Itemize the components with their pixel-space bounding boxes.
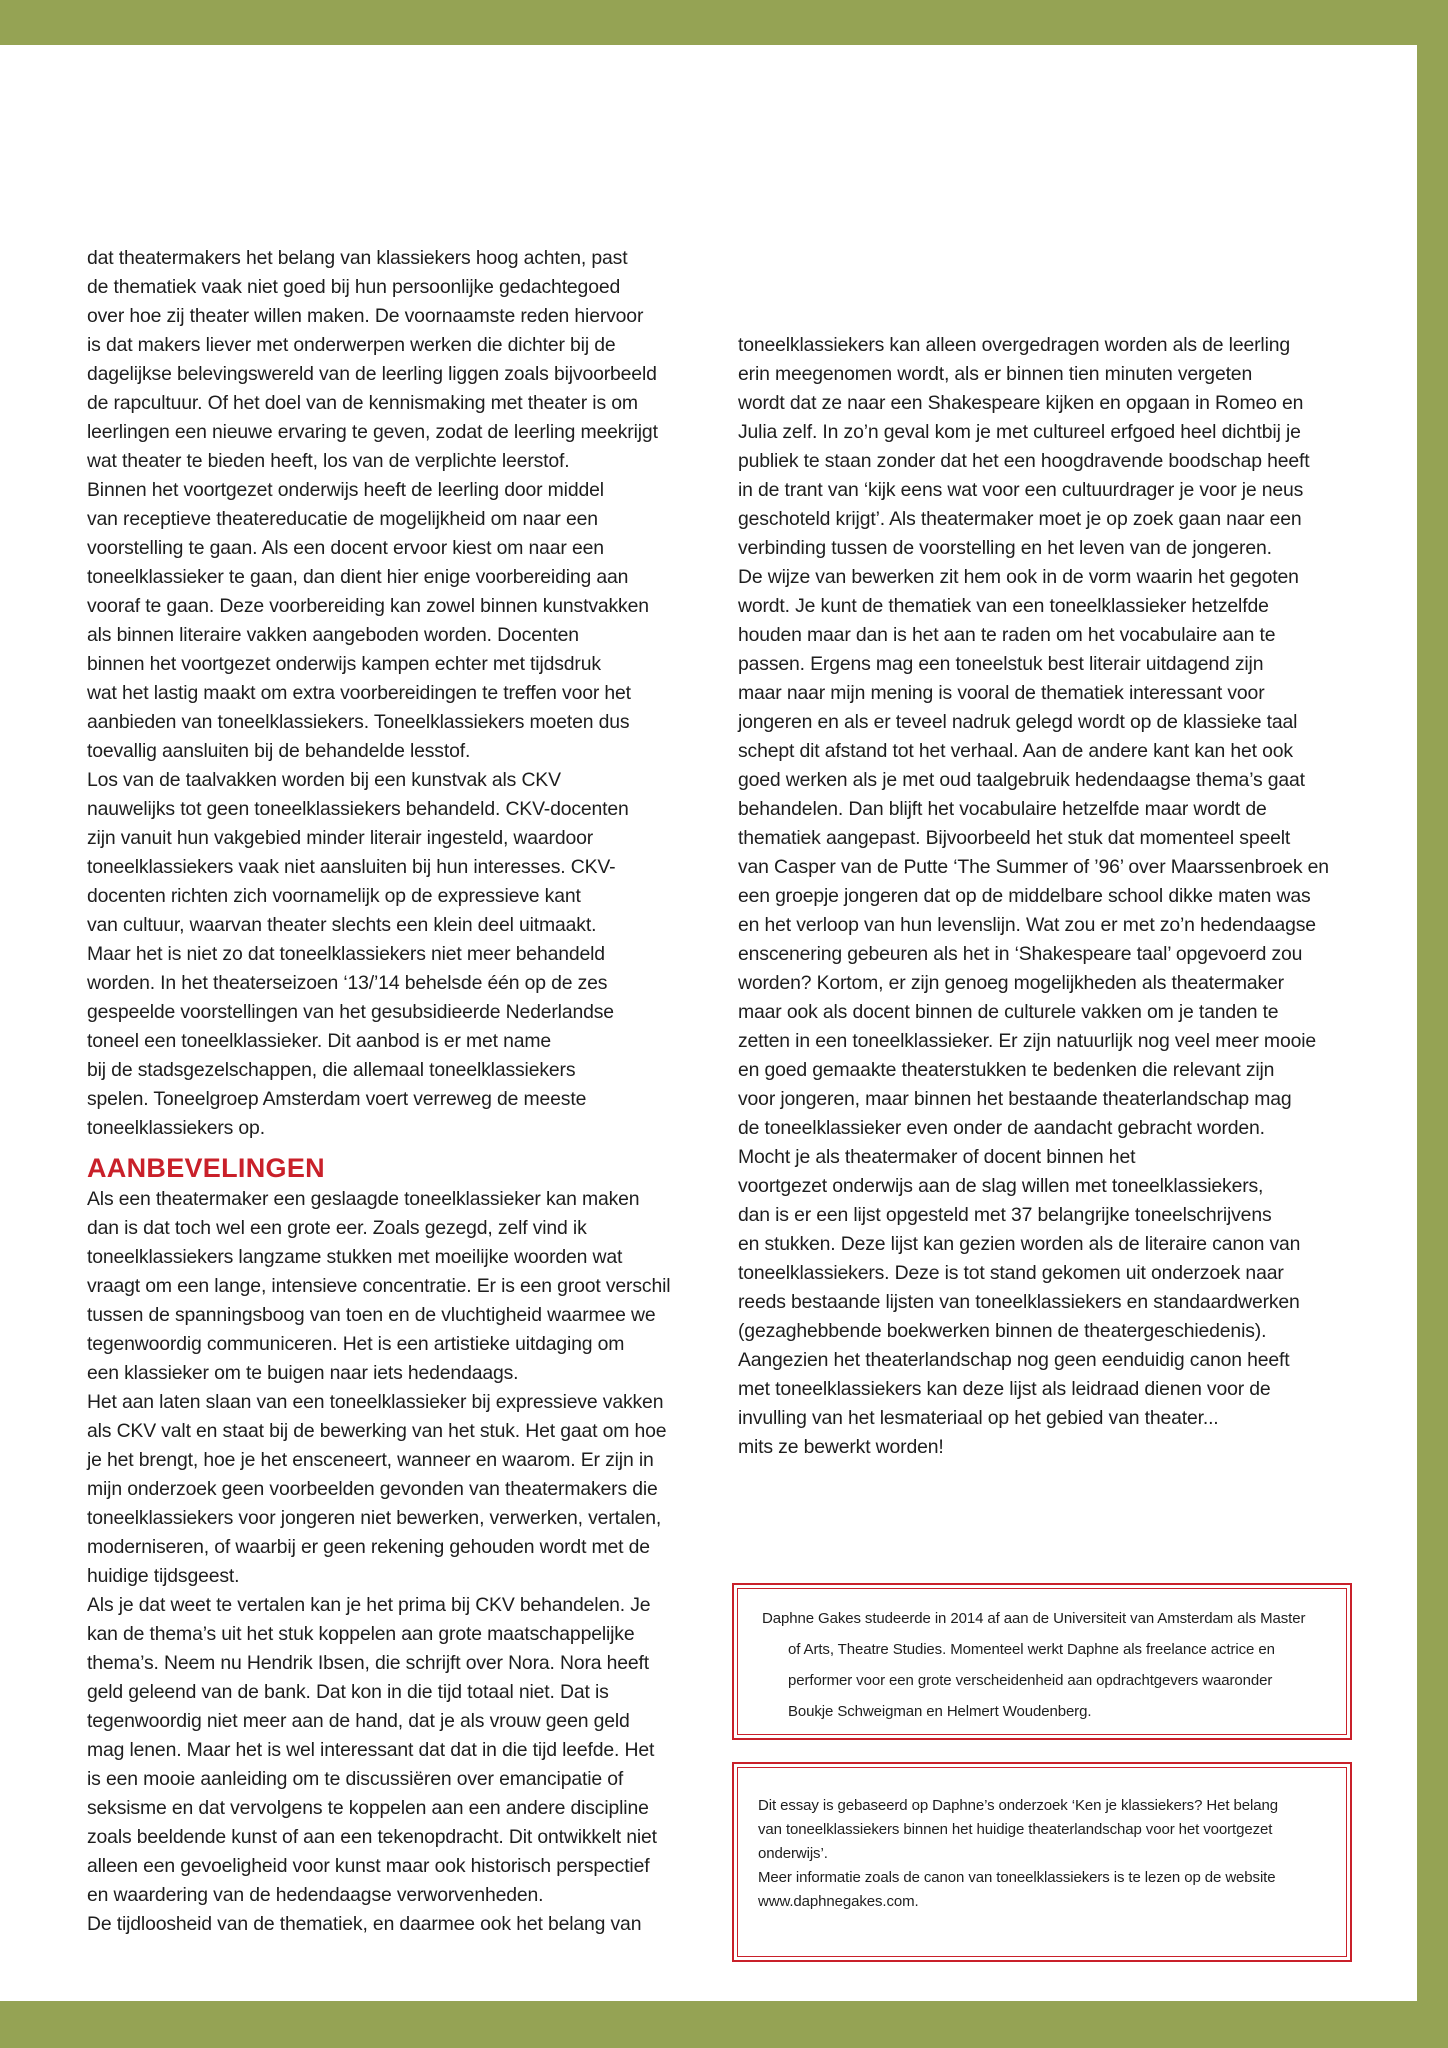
author-bio-box [732, 1583, 1352, 1740]
body-text-line: seksisme en dat vervolgens te koppelen aan een andere discipline [87, 1797, 649, 1819]
body-text-line: Als een theatermaker een geslaagde toneelklassieker kan maken [87, 1188, 640, 1210]
body-text-line: wat het lastig maakt om extra voorbereidingen te treffen voor het [87, 682, 631, 704]
body-text-line: een klassieker om te buigen naar iets hedendaags. [87, 1362, 519, 1384]
body-text-line: is dat makers liever met onderwerpen werken die dichter bij de [87, 334, 616, 356]
body-text-line: Mocht je als theatermaker of docent binnen het [738, 1146, 1136, 1168]
body-text-line: van receptieve theatereducatie de mogelijkheid om naar een [87, 508, 598, 530]
body-text-line: houden maar dan is het aan te raden om het vocabulaire aan te [738, 624, 1276, 646]
body-text-line: tegenwoordig communiceren. Het is een artistieke uitdaging om [87, 1333, 625, 1355]
body-text-line: bij de stadsgezelschappen, die allemaal toneelklassiekers [87, 1059, 576, 1081]
source-text-line: www.daphnegakes.com. [758, 1893, 919, 1910]
body-text-line: behandelen. Dan blijft het vocabulaire hetzelfde maar wordt de [738, 798, 1267, 820]
body-text-line: verbinding tussen de voorstelling en het leven van de jongeren. [738, 537, 1272, 559]
body-text-line: de thematiek vaak niet goed bij hun persoonlijke gedachtegoed [87, 276, 621, 298]
body-text-line: voortgezet onderwijs aan de slag willen met toneelklassiekers, [738, 1175, 1264, 1197]
body-text-line: schept dit afstand tot het verhaal. Aan de andere kant kan het ook [738, 740, 1293, 762]
body-text-line: dagelijkse belevingswereld van de leerling liggen zoals bijvoorbeeld [87, 363, 657, 385]
body-text-line: De tijdloosheid van de thematiek, en daarmee ook het belang van [87, 1913, 642, 1935]
body-text-line: kan de thema’s uit het stuk koppelen aan grote maatschappelijke [87, 1623, 635, 1645]
body-text-line: De wijze van bewerken zit hem ook in de vorm waarin het gegoten [738, 566, 1299, 588]
body-text-line: van cultuur, waarvan theater slechts een klein deel uitmaakt. [87, 914, 597, 936]
body-text-line: voorstelling te gaan. Als een docent ervoor kiest om naar een [87, 537, 604, 559]
body-text-line: maar ook als docent binnen de culturele vakken om je tanden te [738, 1001, 1279, 1023]
body-text-line: zetten in een toneelklassieker. Er zijn natuurlijk nog veel meer mooie [738, 1030, 1316, 1052]
body-text-line: leerlingen een nieuwe ervaring te geven, zodat de leerling meekrijgt [87, 421, 658, 443]
source-text-line: onderwijs’. [758, 1845, 828, 1862]
bio-text-line: of Arts, Theatre Studies. Momenteel werkt Daphne als freelance actrice en [788, 1641, 1275, 1658]
body-text-line: toneelklassiekers kan alleen overgedragen worden als de leerling [738, 334, 1290, 356]
source-text-line: Dit essay is gebaseerd op Daphne’s onderzoek ‘Ken je klassiekers? Het belang [758, 1797, 1278, 1814]
body-text-line: in de trant van ‘kijk eens wat voor een cultuurdrager je voor je neus [738, 479, 1304, 501]
body-text-line: en stukken. Deze lijst kan gezien worden als de literaire canon van [738, 1233, 1301, 1255]
author-bio-box-inner [737, 1588, 1347, 1735]
bio-text-line: performer voor een grote verscheidenheid aan opdrachtgevers waaronder [788, 1672, 1273, 1689]
source-text-line: Meer informatie zoals de canon van toneelklassiekers is te lezen op de website [758, 1869, 1276, 1886]
body-text-line: Als je dat weet te vertalen kan je het prima bij CKV behandelen. Je [87, 1594, 651, 1616]
body-text-line: thematiek aangepast. Bijvoorbeeld het stuk dat momenteel speelt [738, 827, 1291, 849]
source-text-line: van toneelklassiekers binnen het huidige theaterlandschap voor het voortgezet [758, 1821, 1273, 1838]
body-text-line: over hoe zij theater willen maken. De voornaamste reden hiervoor [87, 305, 644, 327]
body-text-line: vraagt om een lange, intensieve concentratie. Er is een groot verschil [87, 1275, 671, 1297]
body-text-line: Het aan laten slaan van een toneelklassieker bij expressieve vakken [87, 1391, 664, 1413]
body-text-line: publiek te staan zonder dat het een hoogdravende boodschap heeft [738, 450, 1310, 472]
body-text-line: invulling van het lesmateriaal op het gebied van theater... [738, 1407, 1219, 1429]
body-text-line: docenten richten zich voornamelijk op de expressieve kant [87, 885, 581, 907]
body-text-line: wordt. Je kunt de thematiek van een toneelklassieker hetzelfde [738, 595, 1269, 617]
source-info-box [732, 1762, 1352, 1962]
body-text-line: jongeren en als er teveel nadruk gelegd wordt op de klassieke taal [738, 711, 1298, 733]
body-text-line: worden. In het theaterseizoen ‘13/’14 behelsde één op de zes [87, 972, 608, 994]
body-text-line: gespeelde voorstellingen van het gesubsidieerde Nederlandse [87, 1001, 614, 1023]
body-text-line: Julia zelf. In zo’n geval kom je met cultureel erfgoed heel dichtbij je [738, 421, 1301, 443]
body-text-line: zoals beeldende kunst of aan een tekenopdracht. Dit ontwikkelt niet [87, 1826, 657, 1848]
right-column [738, 331, 1366, 1462]
body-text-line: tegenwoordig niet meer aan de hand, dat je als vrouw geen geld [87, 1710, 630, 1732]
body-text-line: geschoteld krijgt’. Als theatermaker moet je op zoek gaan naar een [738, 508, 1302, 530]
body-text-line: dat theatermakers het belang van klassiekers hoog achten, past [87, 247, 628, 269]
body-text-line: mijn onderzoek geen voorbeelden gevonden van theatermakers die [87, 1478, 658, 1500]
body-text-line: de rapcultuur. Of het doel van de kennismaking met theater is om [87, 392, 638, 414]
body-text-line: als binnen literaire vakken aangeboden worden. Docenten [87, 624, 579, 646]
body-text-line: een groepje jongeren dat op de middelbare school dikke maten was [738, 885, 1311, 907]
body-text-line: thema’s. Neem nu Hendrik Ibsen, die schrijft over Nora. Nora heeft [87, 1652, 650, 1674]
body-text-line: toevallig aansluiten bij de behandelde lesstof. [87, 740, 471, 762]
body-text-line: alleen een gevoeligheid voor kunst maar ook historisch perspectief [87, 1855, 650, 1877]
body-text-line: enscenering gebeuren als het in ‘Shakespeare taal’ opgevoerd zou [738, 943, 1303, 965]
source-info-box-inner [737, 1767, 1347, 1957]
body-text-line: aanbieden van toneelklassiekers. Toneelklassiekers moeten dus [87, 711, 630, 733]
body-text-line: toneelklassiekers op. [87, 1117, 265, 1139]
section-heading: AANBEVELINGEN [87, 1153, 325, 1183]
body-text-line: Binnen het voortgezet onderwijs heeft de leerling door middel [87, 479, 604, 501]
body-text-line: erin meegenomen wordt, als er binnen tien minuten vergeten [738, 363, 1253, 385]
body-text-line: en goed gemaakte theaterstukken te bedenken die relevant zijn [738, 1059, 1275, 1081]
body-text-line: toneelklassiekers. Deze is tot stand gekomen uit onderzoek naar [738, 1262, 1284, 1284]
body-text-line: met toneelklassiekers kan deze lijst als leidraad dienen voor de [738, 1378, 1271, 1400]
body-text-line: vooraf te gaan. Deze voorbereiding kan zowel binnen kunstvakken [87, 595, 649, 617]
body-text-line: je het brengt, hoe je het ensceneert, wanneer en waarom. Er zijn in [87, 1449, 654, 1471]
body-text-line: tussen de spanningsboog van toen en de vluchtigheid waarmee we [87, 1304, 656, 1326]
body-text-line: is een mooie aanleiding om te discussiëren over emancipatie of [87, 1768, 624, 1790]
body-text-line: toneelklassieker te gaan, dan dient hier enige voorbereiding aan [87, 566, 629, 588]
body-text-line: Maar het is niet zo dat toneelklassiekers niet meer behandeld [87, 943, 605, 965]
body-text-line: binnen het voortgezet onderwijs kampen echter met tijdsdruk [87, 653, 601, 675]
body-text-line: wat theater te bieden heeft, los van de verplichte leerstof. [87, 450, 570, 472]
bio-text-line: Daphne Gakes studeerde in 2014 af aan de Universiteit van Amsterdam als Master [762, 1610, 1306, 1627]
body-text-line: toneelklassiekers langzame stukken met moeilijke woorden wat [87, 1246, 623, 1268]
body-text-line: toneel een toneelklassieker. Dit aanbod is er met name [87, 1030, 552, 1052]
body-text-line: toneelklassiekers vaak niet aansluiten bij hun interesses. CKV- [87, 856, 616, 878]
body-text-line: mag lenen. Maar het is wel interessant dat dat in die tijd leefde. Het [87, 1739, 655, 1761]
body-text-line: maar naar mijn mening is vooral de thematiek interessant voor [738, 682, 1265, 704]
body-text-line: spelen. Toneelgroep Amsterdam voert verreweg de meeste [87, 1088, 587, 1110]
body-text-line: Aangezien het theaterlandschap nog geen eenduidig canon heeft [738, 1349, 1290, 1371]
body-text-line: toneelklassiekers voor jongeren niet bewerken, verwerken, vertalen, [87, 1507, 662, 1529]
body-text-line: mits ze bewerkt worden! [738, 1436, 944, 1458]
body-text-line: passen. Ergens mag een toneelstuk best literair uitdagend zijn [738, 653, 1264, 675]
body-text-line: worden? Kortom, er zijn genoeg mogelijkheden als theatermaker [738, 972, 1284, 994]
body-text-line: van Casper van de Putte ‘The Summer of ’96’ over Maarssenbroek en [738, 856, 1329, 878]
body-text-line: geld geleend van de bank. Dat kon in die tijd totaal niet. Dat is [87, 1681, 609, 1703]
body-text-line: dan is er een lijst opgesteld met 37 belangrijke toneelschrijvens [738, 1204, 1272, 1226]
body-text-line: reeds bestaande lijsten van toneelklassiekers en standaardwerken [738, 1291, 1300, 1313]
left-column [87, 244, 712, 1939]
body-text-line: de toneelklassieker even onder de aandacht gebracht worden. [738, 1117, 1265, 1139]
body-text-line: als CKV valt en staat bij de bewerking van het stuk. Het gaat om hoe [87, 1420, 667, 1442]
body-text-line: en het verloop van hun levenslijn. Wat zou er met zo’n hedendaagse [738, 914, 1316, 936]
body-text-line: dan is dat toch wel een grote eer. Zoals gezegd, zelf vind ik [87, 1217, 587, 1239]
body-text-line: nauwelijks tot geen toneelklassiekers behandeld. CKV-docenten [87, 798, 629, 820]
bio-text-line: Boukje Schweigman en Helmert Woudenberg. [788, 1703, 1092, 1720]
body-text-line: wordt dat ze naar een Shakespeare kijken en opgaan in Romeo en [738, 392, 1304, 414]
body-text-line: (gezaghebbende boekwerken binnen de theatergeschiedenis). [738, 1320, 1267, 1342]
body-text-line: Los van de taalvakken worden bij een kunstvak als CKV [87, 769, 561, 791]
body-text-line: zijn vanuit hun vakgebied minder literair ingesteld, waardoor [87, 827, 594, 849]
body-text-line: goed werken als je met oud taalgebruik hedendaagse thema’s gaat [738, 769, 1305, 791]
body-text-line: voor jongeren, maar binnen het bestaande theaterlandschap mag [738, 1088, 1292, 1110]
body-text-line: en waardering van de hedendaagse verworvenheden. [87, 1884, 544, 1906]
body-text-line: moderniseren, of waarbij er geen rekening gehouden wordt met de [87, 1536, 650, 1558]
body-text-line: huidige tijdsgeest. [87, 1565, 240, 1587]
